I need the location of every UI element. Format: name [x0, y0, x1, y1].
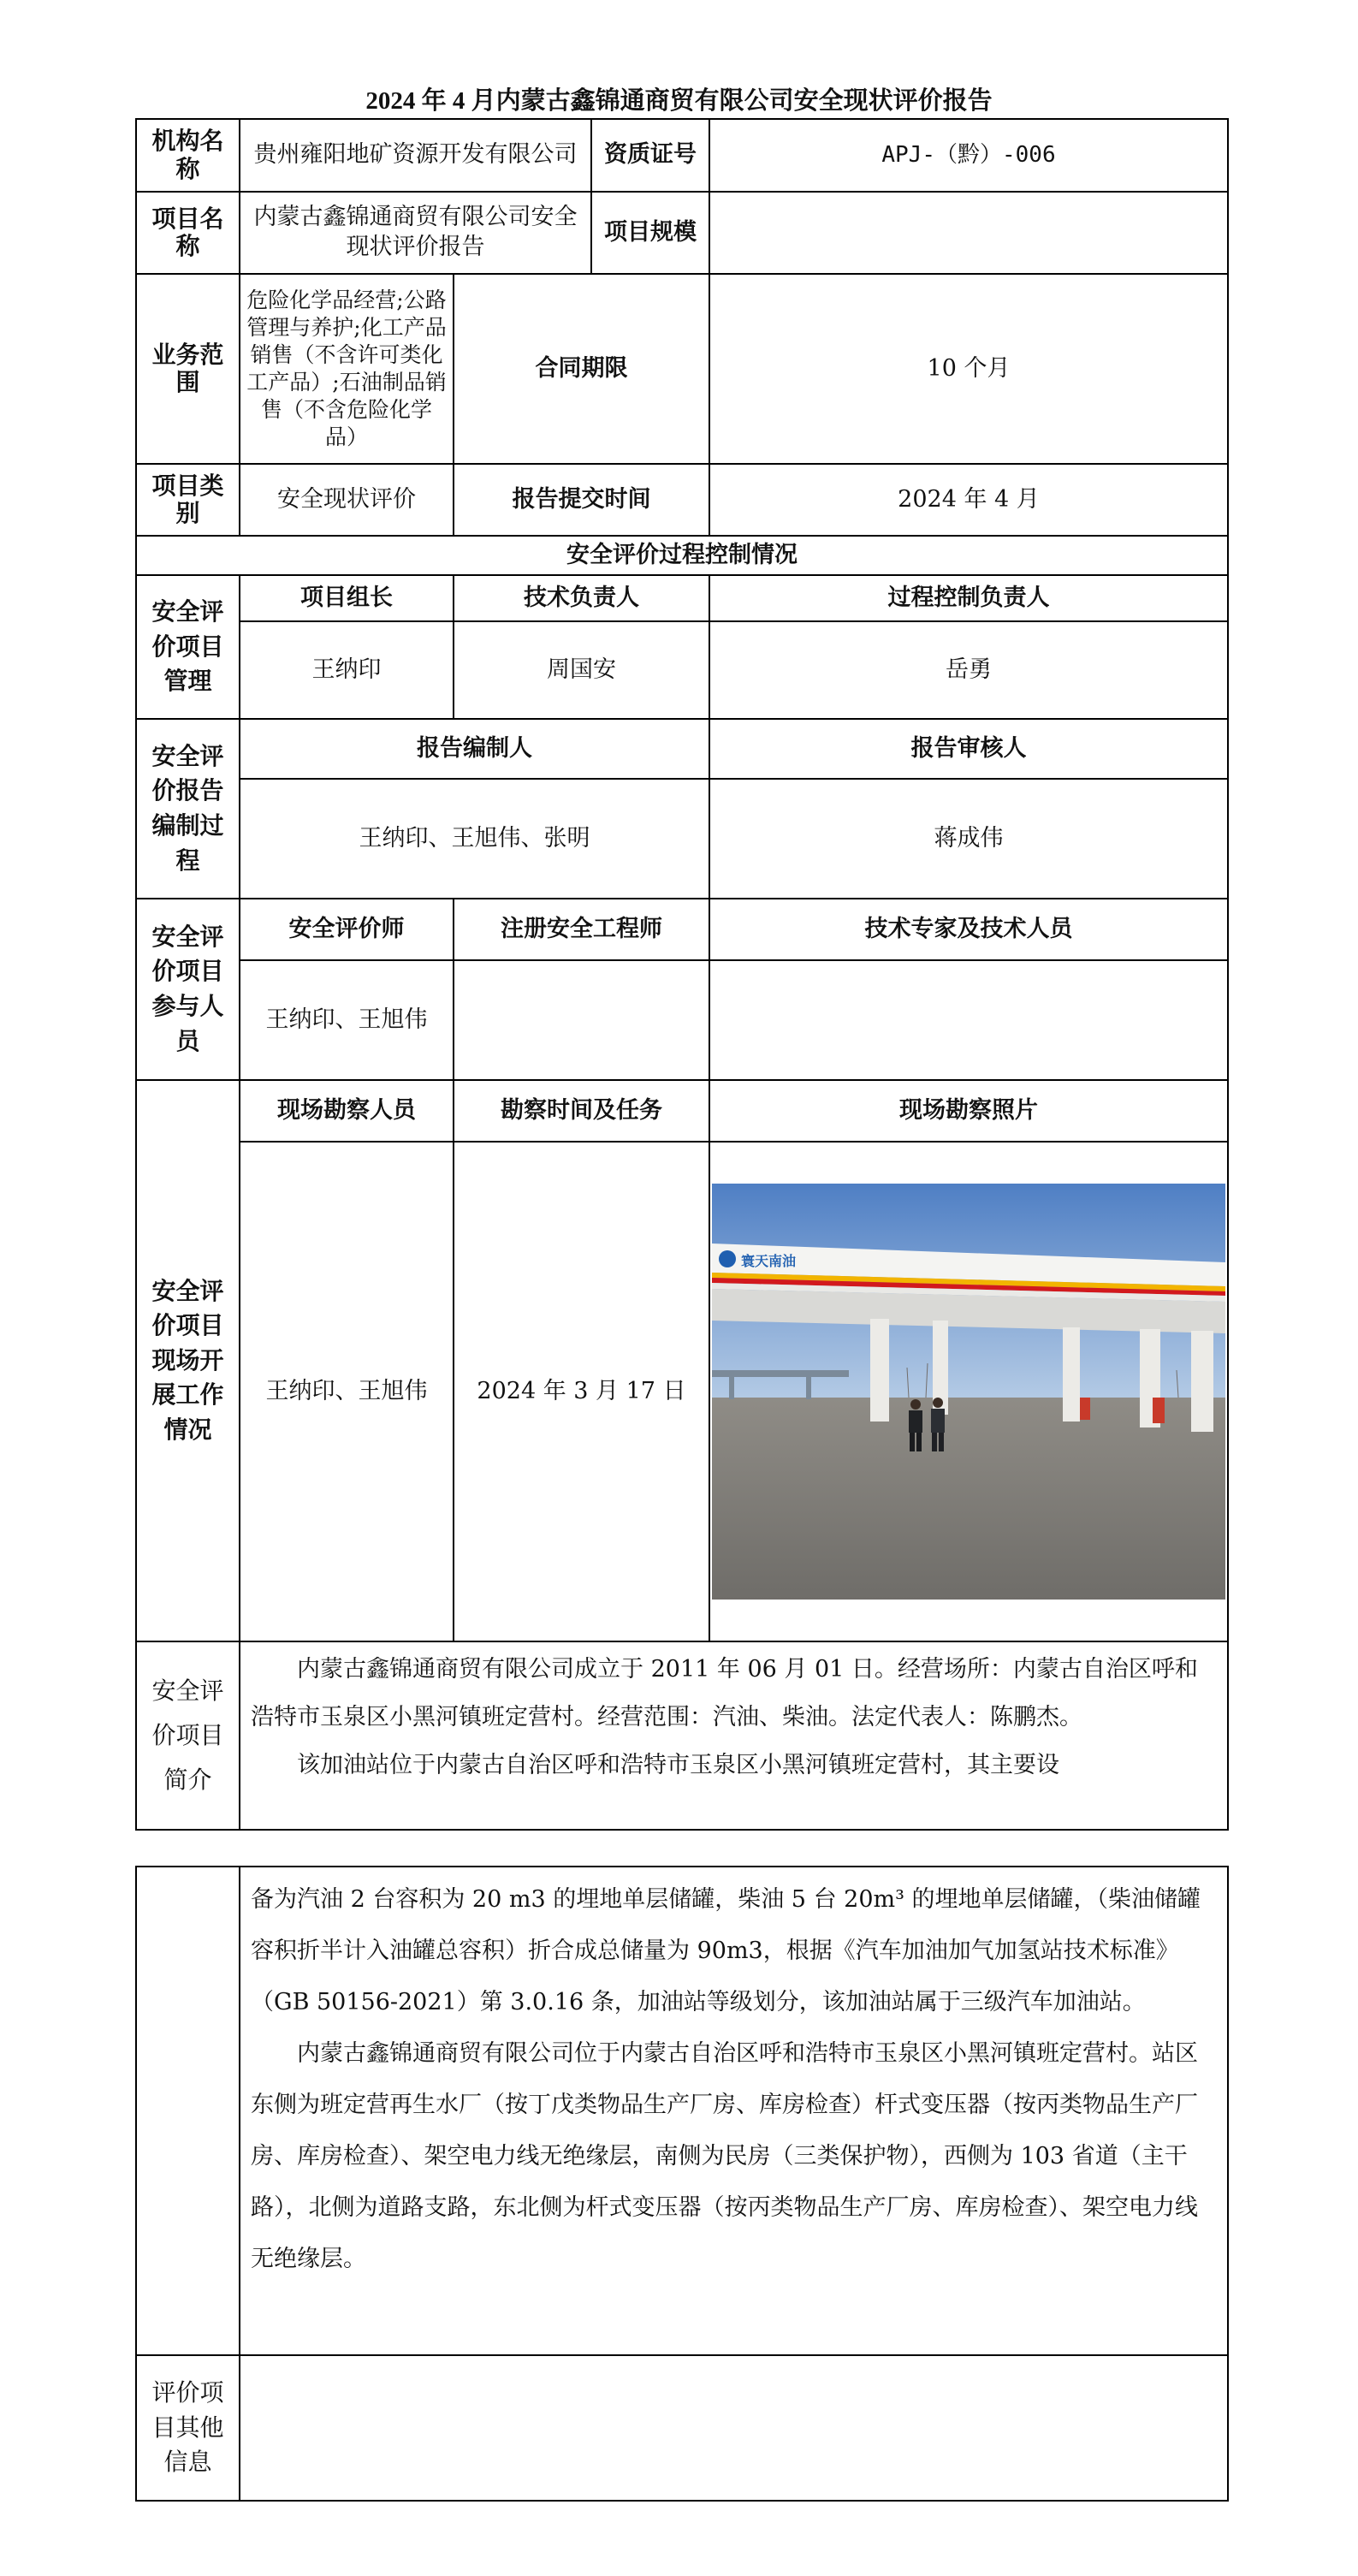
- management-header-tech: 技术负责人: [454, 575, 709, 621]
- compile-header-row: [136, 719, 1228, 779]
- cert-label: 资质证号: [591, 119, 709, 192]
- photo-sign-text: 寰天南油: [741, 1253, 797, 1269]
- intro-row: [136, 1641, 1228, 1830]
- intro-paragraph-2-start: 该加油站位于内蒙古自治区呼和浩特市玉泉区小黑河镇班定营村，其主要设: [297, 1752, 1059, 1778]
- intro-continued-text: [240, 1867, 1228, 2355]
- participants-header-row: [136, 899, 1228, 960]
- participants-label: 安全评价项目参与人员: [136, 899, 240, 1080]
- site-header-row: [136, 1080, 1228, 1142]
- submit-time-label: 报告提交时间: [454, 464, 709, 536]
- institution-name: 贵州雍阳地矿资源开发有限公司: [240, 119, 591, 192]
- submit-time: 2024 年 4 月: [709, 464, 1228, 536]
- participants-engineers: [454, 960, 709, 1080]
- participants-header-experts: 技术专家及技术人员: [709, 899, 1228, 960]
- contract-period: 10 个月: [709, 274, 1228, 464]
- site-header-photo: 现场勘察照片: [709, 1080, 1228, 1142]
- intro-label: 安全评价项目简介: [136, 1641, 240, 1830]
- management-header-process: 过程控制负责人: [709, 575, 1228, 621]
- site-people: 王纳印、王旭伟: [240, 1142, 454, 1641]
- management-value-row: [136, 621, 1228, 719]
- cert-number: APJ-（黔）-006: [709, 119, 1228, 192]
- participants-value-row: [136, 960, 1228, 1080]
- compile-header-reviewer: 报告审核人: [709, 719, 1228, 779]
- business-label: 业务范围: [136, 274, 240, 464]
- compile-label: 安全评价报告编制过程: [136, 719, 240, 899]
- management-leader: 王纳印: [240, 621, 454, 719]
- info-table: [135, 118, 1229, 1831]
- management-tech: 周国安: [454, 621, 709, 719]
- management-header-row: [136, 575, 1228, 621]
- project-row: [136, 192, 1228, 274]
- report-title: 2024 年 4 月内蒙古鑫锦通商贸有限公司安全现状评价报告: [365, 87, 993, 115]
- category-label: 项目类别: [136, 464, 240, 536]
- site-value-row: [136, 1142, 1228, 1641]
- other-row: [136, 2355, 1228, 2501]
- management-label: 安全评价项目管理: [136, 575, 240, 719]
- intro-continued-row: [136, 1867, 1228, 2355]
- project-name: 内蒙古鑫锦通商贸有限公司安全现状评价报告: [240, 192, 591, 274]
- intro-paragraph-2-cont: 备为汽油 2 台容积为 20 m3 的埋地单层储罐，柴油 5 台 20m³ 的埋地单层储罐，（柴油储罐容积折半计入油罐总容积）折合成总储量为 90m3，根据《汽车加油加气加氢站技术标准》（GB 50156-2021）第 3.0.16 条，加油站等级划分，该加油站属于三级汽车加油站。: [251, 1886, 1201, 2015]
- intro-continued-label: [136, 1867, 240, 2355]
- site-label: 安全评价项目现场开展工作情况: [136, 1080, 240, 1641]
- compile-authors: 王纳印、王旭伟、张明: [240, 779, 709, 899]
- project-scale-label: 项目规模: [591, 192, 709, 274]
- site-header-date: 勘察时间及任务: [454, 1080, 709, 1142]
- intro-paragraph-1: 内蒙古鑫锦通商贸有限公司成立于 2011 年 06 月 01 日。经营场所：内蒙古自治区呼和浩特市玉泉区小黑河镇班定营村。经营范围：汽油、柴油。法定代表人：陈鹏杰。: [251, 1656, 1198, 1730]
- participants-header-evaluator: 安全评价师: [240, 899, 454, 960]
- process-header-row: [136, 536, 1228, 575]
- other-value: [240, 2355, 1228, 2501]
- project-name-label: 项目名称: [136, 192, 240, 274]
- intro-paragraph-3: 内蒙古鑫锦通商贸有限公司位于内蒙古自治区呼和浩特市玉泉区小黑河镇班定营村。站区东侧为班定营再生水厂（按丁戊类物品生产厂房、库房检查）杆式变压器（按丙类物品生产厂房、库房检查）、架空电力线无绝缘层，南侧为民房（三类保护物），西侧为 103 省道（主干路），北侧为道路支路，东北侧为杆式变压器（按丙类物品生产厂房、库房检查）、架空电力线无绝缘层。: [251, 2040, 1198, 2272]
- site-photo-cell: [709, 1142, 1228, 1641]
- project-scale: [709, 192, 1228, 274]
- participants-header-engineer: 注册安全工程师: [454, 899, 709, 960]
- business-scope: 危险化学品经营;公路管理与养护;化工产品销售（不含许可类化工产品）;石油制品销售（不含危险化学品）: [240, 274, 454, 464]
- participants-experts: [709, 960, 1228, 1080]
- business-row: [136, 274, 1228, 464]
- category-value: 安全现状评价: [240, 464, 454, 536]
- compile-reviewer: 蒋成伟: [709, 779, 1228, 899]
- info-table-continued: [135, 1866, 1229, 2502]
- other-label: 评价项目其他信息: [136, 2355, 240, 2501]
- category-row: [136, 464, 1228, 536]
- site-photo: [712, 1184, 1225, 1600]
- compile-header-author: 报告编制人: [240, 719, 709, 779]
- site-date: 2024 年 3 月 17 日: [454, 1142, 709, 1641]
- management-header-leader: 项目组长: [240, 575, 454, 621]
- process-header: 安全评价过程控制情况: [136, 536, 1228, 575]
- participants-evaluators: 王纳印、王旭伟: [240, 960, 454, 1080]
- institution-row: [136, 119, 1228, 192]
- site-header-people: 现场勘察人员: [240, 1080, 454, 1142]
- contract-label: 合同期限: [454, 274, 709, 464]
- institution-label: 机构名称: [136, 119, 240, 192]
- management-process: 岳勇: [709, 621, 1228, 719]
- intro-text: [240, 1641, 1228, 1830]
- compile-value-row: [136, 779, 1228, 899]
